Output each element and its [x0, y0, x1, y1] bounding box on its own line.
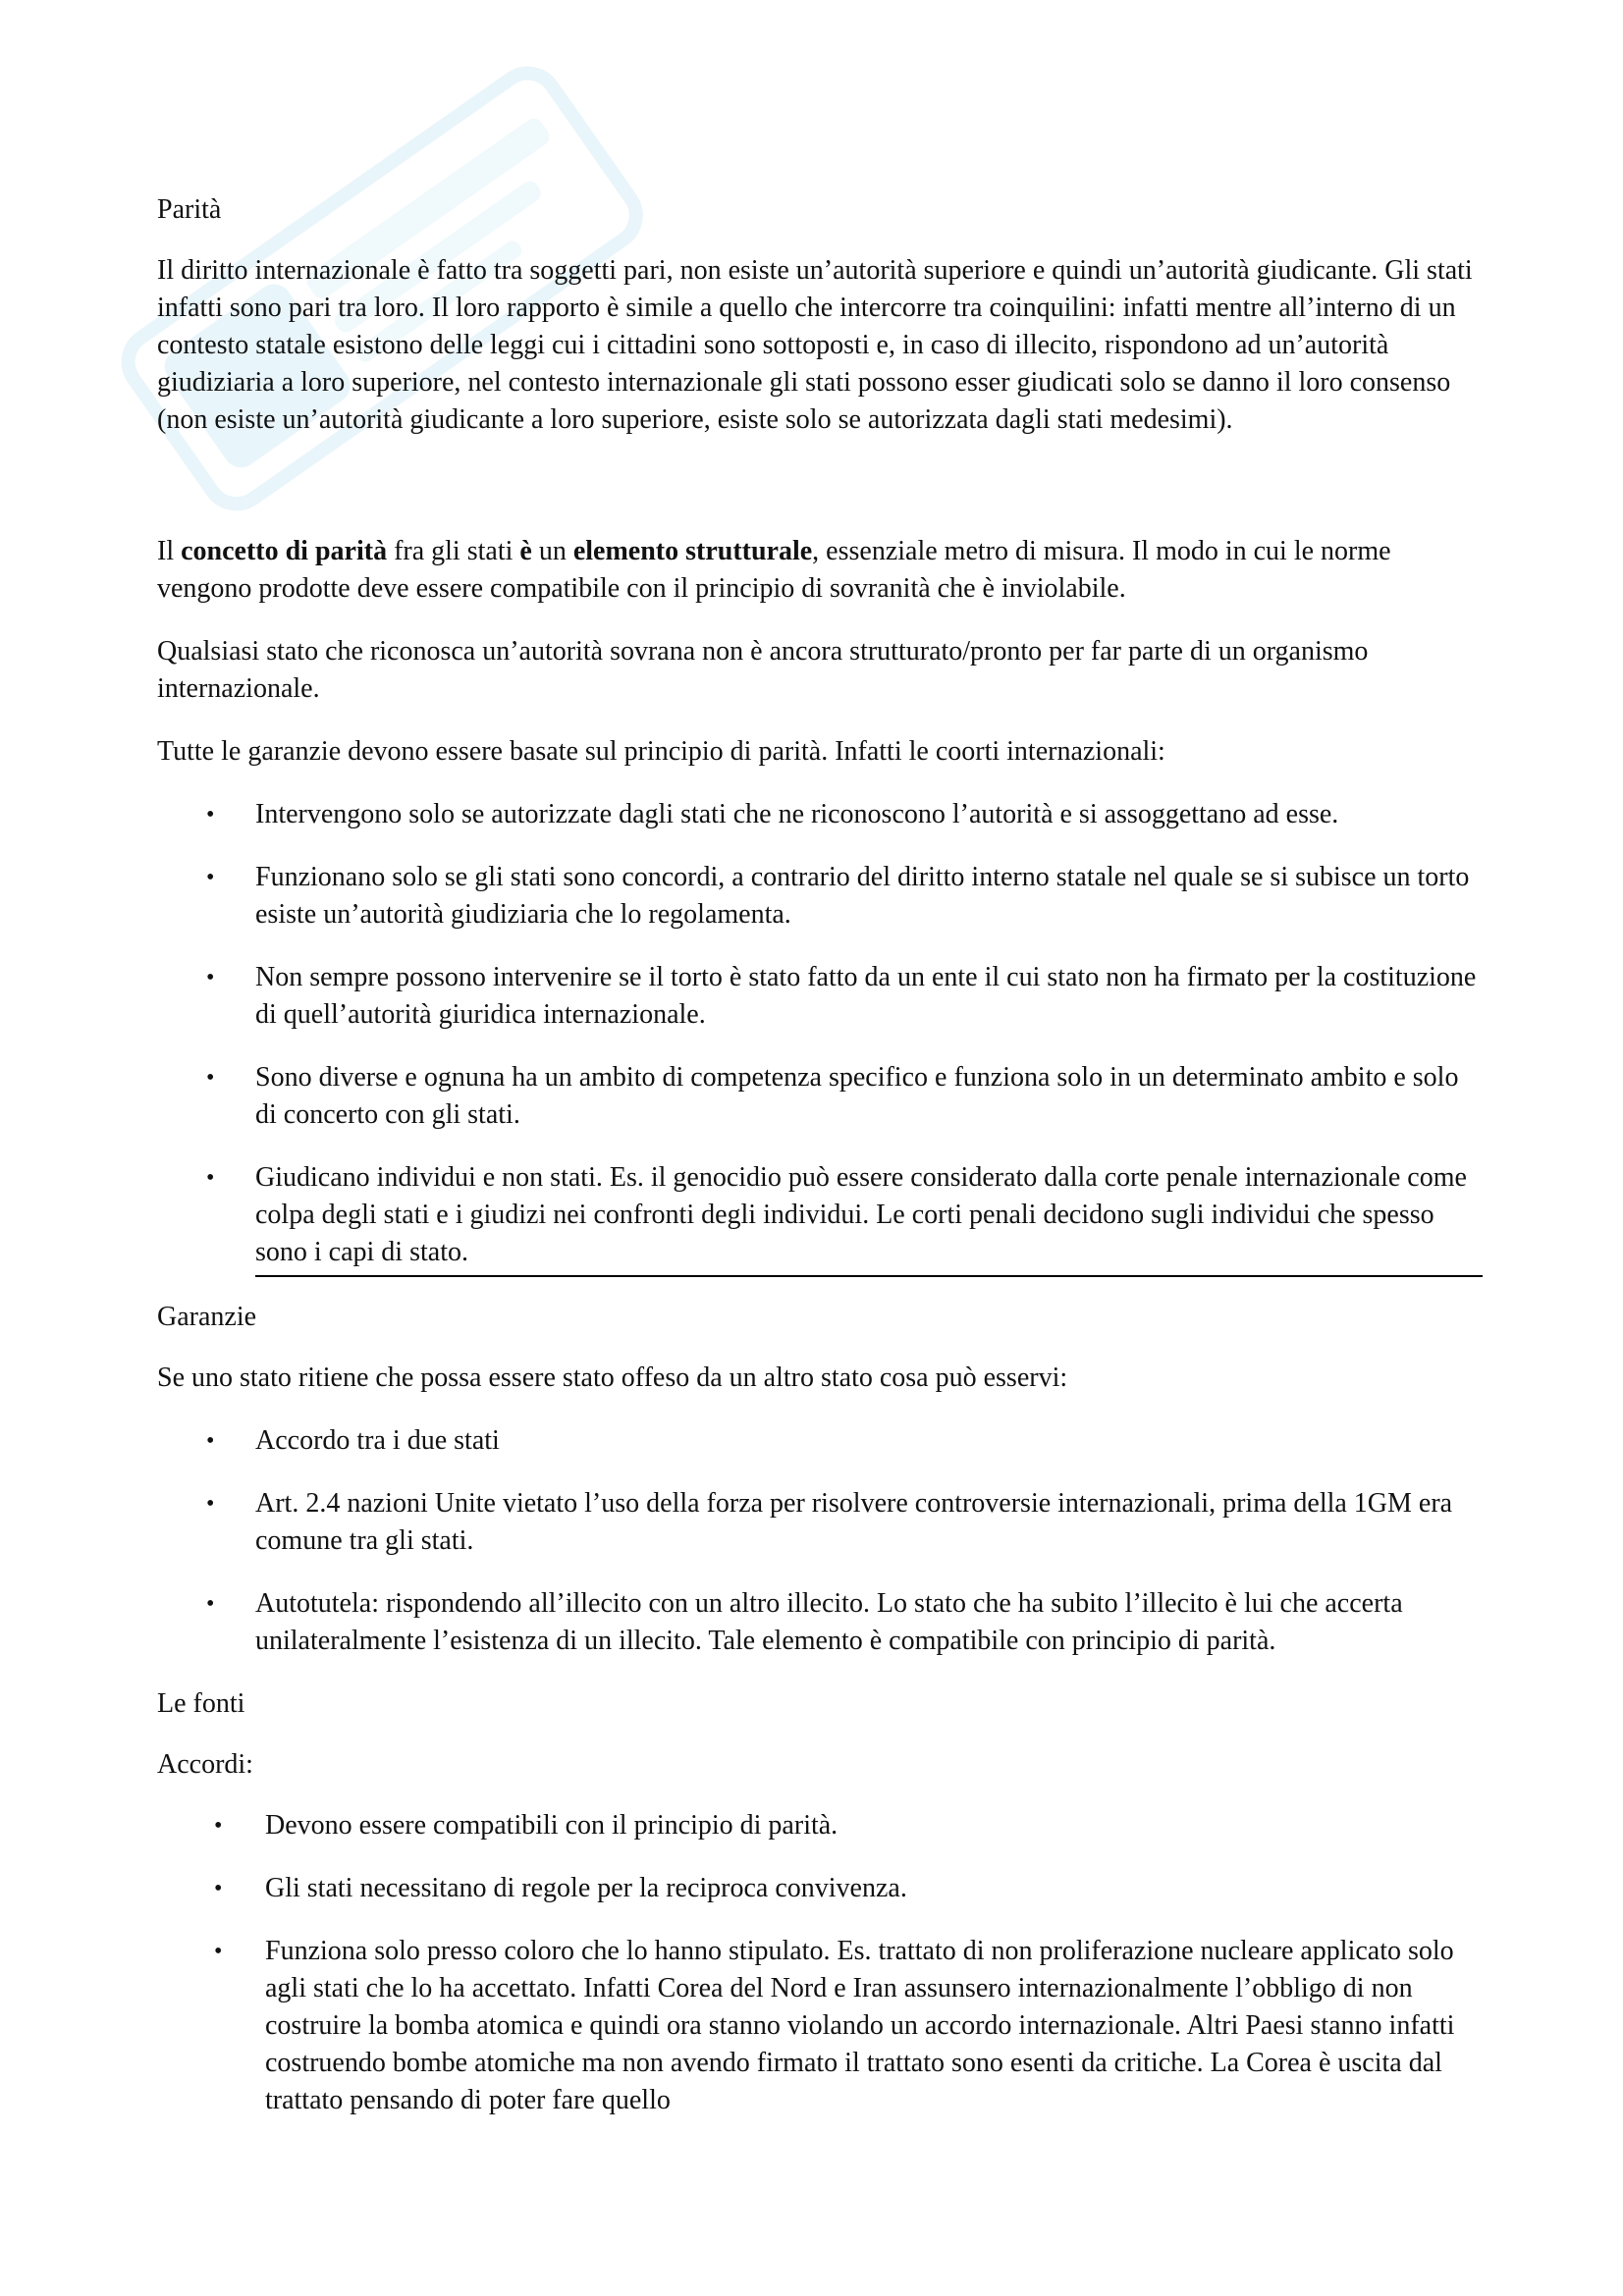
horizontal-divider [255, 1275, 1483, 1277]
list-item: • Giudicano individui e non stati. Es. il genocidio può essere considerato dalla corte penale internazionale come colpa degli stati e i giudizi nei confronti degli individui. Le corti penali decidono sugli individui che spesso sono i capi di stato. [157, 1159, 1483, 1271]
bullet-glyph: • [206, 1491, 215, 1517]
bullet-glyph: • [214, 1813, 223, 1839]
bullet-glyph: • [214, 1876, 223, 1901]
bullet-glyph: • [206, 802, 215, 828]
list-garanzie [157, 1422, 1483, 1660]
paragraph-parita-1: Il diritto internazionale è fatto tra soggetti pari, non esiste un’autorità superiore e quindi un’autorità giudicante. Gli stati infatti sono pari tra loro. Il loro rapporto è simile a quello che intercorre tra coinquilini: infatti mentre all’interno di un contesto statale esistono delle leggi cui i cittadini sono sottoposti e, in caso di illecito, rispondono ad un’autorità giudiziaria a loro superiore, nel contesto internazionale gli stati possono esser giudicati solo se danno il loro consenso (non esiste un’autorità giudicante a loro superiore, esiste solo se autorizzata dagli stati medesimi). [157, 255, 1473, 435]
list-coorti-internazionali [157, 796, 1483, 1271]
paragraph-parita-2: Il concetto di parità fra gli stati è un elemento strutturale, essenziale metro di misura. Il modo in cui le norme vengono prodotte deve essere compatibile con il principio di sovranità che è inviolabile. [157, 536, 1391, 604]
bold-elemento-strutturale: elemento strutturale [572, 536, 813, 566]
list-item: • Non sempre possono intervenire se il torto è stato fatto da un ente il cui stato non ha firmato per la costituzione di quell’autorità giuridica internazionale. [157, 959, 1483, 1034]
list-item: • Funzionano solo se gli stati sono concordi, a contrario del diritto interno statale nel quale se si subisce un torto esiste un’autorità giudiziaria che lo regolamenta. [157, 859, 1483, 934]
paragraph-gap [157, 464, 1483, 533]
section-title-garanzie: Garanzie [157, 1302, 257, 1332]
list-item: • Devono essere compatibili con il principio di parità. [157, 1807, 1483, 1844]
bullet-glyph: • [206, 865, 215, 890]
paragraph-garanzie-intro: Se uno stato ritiene che possa essere stato offeso da un altro stato cosa può esservi: [157, 1362, 1068, 1393]
bullet-glyph: • [206, 1428, 215, 1454]
list-item: • Funziona solo presso coloro che lo hanno stipulato. Es. trattato di non proliferazione nucleare applicato solo agli stati che lo ha accettato. Infatti Corea del Nord e Iran assunsero internazionalmente l’obbligo di non costruire la bomba atomica e quindi ora stanno violando un accordo internazionale. Altri Paesi stanno infatti costruendo bombe atomiche ma non avendo firmato il trattato sono esenti da critiche. La Corea è uscita dal trattato pensando di poter fare quello [157, 1933, 1483, 2119]
bold-e: è [519, 536, 532, 566]
list-item: • Gli stati necessitano di regole per la reciproca convivenza. [157, 1870, 1483, 1907]
list-item: • Accordo tra i due stati [157, 1422, 1483, 1460]
bullet-glyph: • [206, 1591, 215, 1617]
bold-concetto-di-parita: concetto di parità [181, 536, 388, 566]
list-item: • Art. 2.4 nazioni Unite vietato l’uso della forza per risolvere controversie internazionali, prima della 1GM era comune tra gli stati. [157, 1485, 1483, 1560]
subtitle-accordi: Accordi: [157, 1749, 253, 1780]
list-accordi [157, 1807, 1483, 2119]
bullet-glyph: • [214, 1939, 223, 1964]
bullet-glyph: • [206, 1165, 215, 1191]
section-title-fonti: Le fonti [157, 1688, 245, 1719]
list-item: • Sono diverse e ognuna ha un ambito di competenza specifico e funziona solo in un determinato ambito e solo di concerto con gli stati. [157, 1059, 1483, 1134]
section-title-parita: Parità [157, 194, 222, 225]
paragraph-parita-3: Qualsiasi stato che riconosca un’autorità sovrana non è ancora strutturato/pronto per far parte di un organismo internazionale. [157, 636, 1369, 704]
document-page [157, 191, 1483, 2145]
list-item: • Autotutela: rispondendo all’illecito con un altro illecito. Lo stato che ha subito l’illecito è lui che accerta unilateralmente l’esistenza di un illecito. Tale elemento è compatibile con principio di parità. [157, 1585, 1483, 1660]
paragraph-parita-4: Tutte le garanzie devono essere basate sul principio di parità. Infatti le coorti internazionali: [157, 736, 1165, 767]
bullet-glyph: • [206, 965, 215, 990]
list-item: • Intervengono solo se autorizzate dagli stati che ne riconoscono l’autorità e si assoggettano ad esse. [157, 796, 1483, 833]
bullet-glyph: • [206, 1065, 215, 1091]
